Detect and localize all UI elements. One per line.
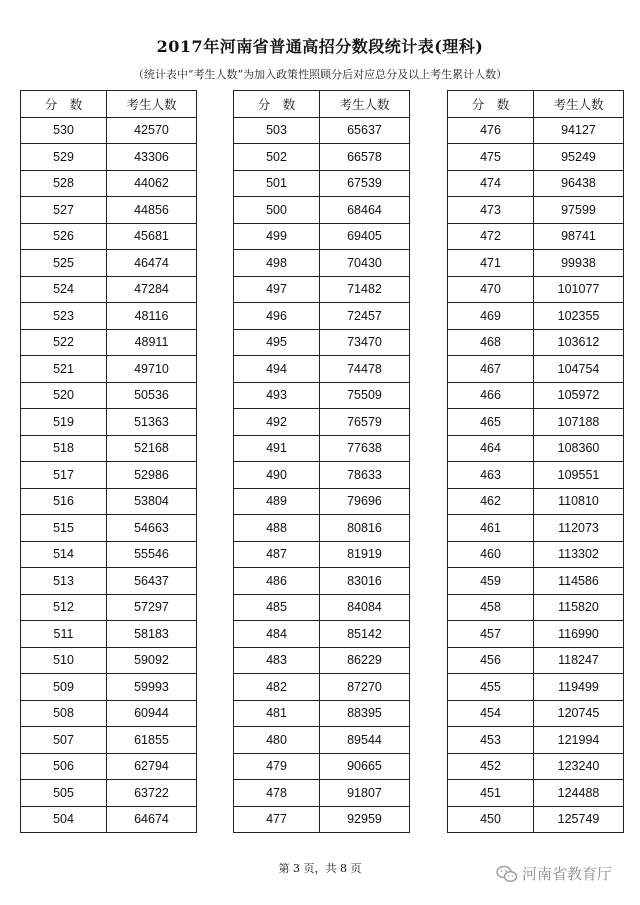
count-cell: 71482: [320, 276, 410, 303]
score-cell: 462: [448, 488, 534, 515]
header-score: 分 数: [448, 91, 534, 118]
score-cell: 453: [448, 727, 534, 754]
table-row: [234, 117, 410, 144]
table-row: [448, 170, 624, 197]
count-cell: 105972: [534, 382, 624, 409]
count-cell: 85142: [320, 621, 410, 648]
count-cell: 90665: [320, 753, 410, 780]
table-row: [21, 594, 197, 621]
count-cell: 47284: [107, 276, 197, 303]
table-row: [234, 435, 410, 462]
page-title: 2017年河南省普通高招分数段统计表(理科): [156, 37, 484, 56]
table-row: [21, 806, 197, 833]
table-row: [234, 276, 410, 303]
table-row: [234, 780, 410, 807]
count-cell: 57297: [107, 594, 197, 621]
count-cell: 80816: [320, 515, 410, 542]
count-cell: 87270: [320, 674, 410, 701]
table-row: [234, 197, 410, 224]
score-cell: 469: [448, 303, 534, 330]
score-cell: 510: [21, 647, 107, 674]
score-cell: 450: [448, 806, 534, 833]
count-cell: 118247: [534, 647, 624, 674]
table-row: [448, 409, 624, 436]
count-cell: 59993: [107, 674, 197, 701]
score-cell: 475: [448, 144, 534, 171]
count-cell: 46474: [107, 250, 197, 277]
score-cell: 495: [234, 329, 320, 356]
score-cell: 452: [448, 753, 534, 780]
table-row: [448, 780, 624, 807]
count-cell: 51363: [107, 409, 197, 436]
count-cell: 95249: [534, 144, 624, 171]
score-cell: 467: [448, 356, 534, 383]
score-cell: 490: [234, 462, 320, 489]
score-cell: 506: [21, 753, 107, 780]
count-cell: 73470: [320, 329, 410, 356]
count-cell: 43306: [107, 144, 197, 171]
score-cell: 479: [234, 753, 320, 780]
header-count: 考生人数: [107, 91, 197, 118]
score-cell: 522: [21, 329, 107, 356]
score-cell: 509: [21, 674, 107, 701]
table-row: [21, 435, 197, 462]
score-cell: 477: [234, 806, 320, 833]
count-cell: 72457: [320, 303, 410, 330]
table-row: [448, 462, 624, 489]
table-row: [448, 515, 624, 542]
table-row: [21, 753, 197, 780]
score-cell: 530: [21, 117, 107, 144]
count-cell: 108360: [534, 435, 624, 462]
page-subtitle: （统计表中“考生人数”为加入政策性照顾分后对应总分及以上考生累计人数）: [132, 68, 508, 81]
score-cell: 458: [448, 594, 534, 621]
score-cell: 526: [21, 223, 107, 250]
table-row: [21, 568, 197, 595]
count-cell: 74478: [320, 356, 410, 383]
score-cell: 505: [21, 780, 107, 807]
table-row: [234, 541, 410, 568]
count-cell: 75509: [320, 382, 410, 409]
score-cell: 512: [21, 594, 107, 621]
table-header-row: [234, 91, 410, 118]
score-cell: 486: [234, 568, 320, 595]
table-row: [21, 276, 197, 303]
score-cell: 463: [448, 462, 534, 489]
count-cell: 103612: [534, 329, 624, 356]
count-cell: 62794: [107, 753, 197, 780]
count-cell: 99938: [534, 250, 624, 277]
count-cell: 60944: [107, 700, 197, 727]
count-cell: 50536: [107, 382, 197, 409]
table-row: [448, 435, 624, 462]
score-cell: 519: [21, 409, 107, 436]
count-cell: 96438: [534, 170, 624, 197]
table-row: [448, 329, 624, 356]
score-cell: 515: [21, 515, 107, 542]
table-row: [234, 144, 410, 171]
count-cell: 114586: [534, 568, 624, 595]
score-cell: 517: [21, 462, 107, 489]
score-cell: 476: [448, 117, 534, 144]
table-row: [234, 727, 410, 754]
table-row: [234, 488, 410, 515]
score-cell: 472: [448, 223, 534, 250]
table-row: [21, 197, 197, 224]
count-cell: 116990: [534, 621, 624, 648]
table-row: [448, 303, 624, 330]
count-cell: 59092: [107, 647, 197, 674]
score-cell: 454: [448, 700, 534, 727]
count-cell: 54663: [107, 515, 197, 542]
table-row: [448, 117, 624, 144]
score-cell: 456: [448, 647, 534, 674]
score-cell: 465: [448, 409, 534, 436]
table-row: [21, 488, 197, 515]
table-row: [234, 250, 410, 277]
table-row: [21, 674, 197, 701]
score-cell: 461: [448, 515, 534, 542]
watermark: [496, 863, 612, 884]
table-row: [448, 753, 624, 780]
score-cell: 527: [21, 197, 107, 224]
score-cell: 460: [448, 541, 534, 568]
count-cell: 64674: [107, 806, 197, 833]
score-table-2: [233, 90, 410, 833]
table-row: [448, 250, 624, 277]
score-cell: 455: [448, 674, 534, 701]
count-cell: 98741: [534, 223, 624, 250]
score-cell: 523: [21, 303, 107, 330]
score-cell: 508: [21, 700, 107, 727]
count-cell: 123240: [534, 753, 624, 780]
table-row: [234, 409, 410, 436]
score-cell: 482: [234, 674, 320, 701]
count-cell: 49710: [107, 356, 197, 383]
table-row: [234, 700, 410, 727]
score-cell: 471: [448, 250, 534, 277]
table-row: [448, 806, 624, 833]
table-row: [234, 568, 410, 595]
count-cell: 68464: [320, 197, 410, 224]
table-row: [448, 197, 624, 224]
table-row: [448, 541, 624, 568]
table-row: [21, 621, 197, 648]
count-cell: 56437: [107, 568, 197, 595]
table-row: [448, 594, 624, 621]
header-score: 分 数: [234, 91, 320, 118]
score-cell: 511: [21, 621, 107, 648]
count-cell: 84084: [320, 594, 410, 621]
page-number: 第 3 页，共 8 页: [278, 862, 362, 875]
score-cell: 497: [234, 276, 320, 303]
table-row: [21, 780, 197, 807]
count-cell: 44062: [107, 170, 197, 197]
count-cell: 102355: [534, 303, 624, 330]
score-cell: 529: [21, 144, 107, 171]
score-cell: 513: [21, 568, 107, 595]
table-row: [234, 621, 410, 648]
score-cell: 492: [234, 409, 320, 436]
count-cell: 104754: [534, 356, 624, 383]
table-row: [21, 727, 197, 754]
watermark-text: 河南省教育厅: [522, 865, 613, 883]
score-cell: 500: [234, 197, 320, 224]
table-row: [234, 647, 410, 674]
count-cell: 88395: [320, 700, 410, 727]
count-cell: 125749: [534, 806, 624, 833]
table-row: [448, 223, 624, 250]
count-cell: 107188: [534, 409, 624, 436]
score-cell: 521: [21, 356, 107, 383]
table-row: [21, 223, 197, 250]
table-row: [234, 329, 410, 356]
score-cell: 514: [21, 541, 107, 568]
score-cell: 518: [21, 435, 107, 462]
table-row: [234, 674, 410, 701]
count-cell: 66578: [320, 144, 410, 171]
table-row: [21, 515, 197, 542]
table-row: [21, 144, 197, 171]
count-cell: 61855: [107, 727, 197, 754]
count-cell: 44856: [107, 197, 197, 224]
header-count: 考生人数: [320, 91, 410, 118]
table-header-row: [21, 91, 197, 118]
table-row: [21, 170, 197, 197]
count-cell: 52986: [107, 462, 197, 489]
score-cell: 466: [448, 382, 534, 409]
header-count: 考生人数: [534, 91, 624, 118]
table-row: [234, 753, 410, 780]
score-cell: 491: [234, 435, 320, 462]
score-cell: 524: [21, 276, 107, 303]
score-cell: 503: [234, 117, 320, 144]
table-row: [448, 144, 624, 171]
score-cell: 504: [21, 806, 107, 833]
count-cell: 55546: [107, 541, 197, 568]
score-cell: 498: [234, 250, 320, 277]
score-cell: 487: [234, 541, 320, 568]
table-row: [448, 621, 624, 648]
table-row: [21, 647, 197, 674]
score-cell: 474: [448, 170, 534, 197]
score-table-1: [20, 90, 197, 833]
table-row: [448, 356, 624, 383]
count-cell: 45681: [107, 223, 197, 250]
table-row: [234, 356, 410, 383]
count-cell: 70430: [320, 250, 410, 277]
table-row: [234, 170, 410, 197]
count-cell: 77638: [320, 435, 410, 462]
count-cell: 48116: [107, 303, 197, 330]
count-cell: 79696: [320, 488, 410, 515]
table-row: [21, 303, 197, 330]
count-cell: 89544: [320, 727, 410, 754]
score-cell: 488: [234, 515, 320, 542]
count-cell: 91807: [320, 780, 410, 807]
score-cell: 481: [234, 700, 320, 727]
score-cell: 528: [21, 170, 107, 197]
table-row: [448, 276, 624, 303]
score-table-3: [447, 90, 624, 833]
table-row: [448, 647, 624, 674]
count-cell: 78633: [320, 462, 410, 489]
score-cell: 459: [448, 568, 534, 595]
table-row: [21, 409, 197, 436]
table-row: [448, 674, 624, 701]
table-row: [234, 594, 410, 621]
count-cell: 48911: [107, 329, 197, 356]
count-cell: 113302: [534, 541, 624, 568]
count-cell: 81919: [320, 541, 410, 568]
score-cell: 457: [448, 621, 534, 648]
score-cell: 483: [234, 647, 320, 674]
score-cell: 520: [21, 382, 107, 409]
table-row: [21, 382, 197, 409]
score-cell: 485: [234, 594, 320, 621]
count-cell: 52168: [107, 435, 197, 462]
table-row: [21, 462, 197, 489]
score-cell: 507: [21, 727, 107, 754]
table-row: [21, 356, 197, 383]
count-cell: 92959: [320, 806, 410, 833]
table-row: [448, 700, 624, 727]
score-cell: 494: [234, 356, 320, 383]
count-cell: 115820: [534, 594, 624, 621]
count-cell: 110810: [534, 488, 624, 515]
count-cell: 42570: [107, 117, 197, 144]
count-cell: 121994: [534, 727, 624, 754]
table-row: [448, 488, 624, 515]
score-cell: 451: [448, 780, 534, 807]
count-cell: 58183: [107, 621, 197, 648]
table-row: [234, 515, 410, 542]
score-cell: 499: [234, 223, 320, 250]
count-cell: 109551: [534, 462, 624, 489]
score-cell: 489: [234, 488, 320, 515]
table-header-row: [448, 91, 624, 118]
count-cell: 112073: [534, 515, 624, 542]
score-cell: 470: [448, 276, 534, 303]
count-cell: 101077: [534, 276, 624, 303]
score-cell: 493: [234, 382, 320, 409]
count-cell: 65637: [320, 117, 410, 144]
score-cell: 516: [21, 488, 107, 515]
score-cell: 464: [448, 435, 534, 462]
table-row: [234, 806, 410, 833]
table-row: [234, 303, 410, 330]
count-cell: 69405: [320, 223, 410, 250]
count-cell: 120745: [534, 700, 624, 727]
score-cell: 473: [448, 197, 534, 224]
score-cell: 480: [234, 727, 320, 754]
table-row: [448, 382, 624, 409]
count-cell: 119499: [534, 674, 624, 701]
count-cell: 83016: [320, 568, 410, 595]
table-row: [21, 700, 197, 727]
count-cell: 53804: [107, 488, 197, 515]
count-cell: 124488: [534, 780, 624, 807]
score-cell: 468: [448, 329, 534, 356]
table-row: [448, 727, 624, 754]
count-cell: 97599: [534, 197, 624, 224]
count-cell: 76579: [320, 409, 410, 436]
header-score: 分 数: [21, 91, 107, 118]
score-cell: 525: [21, 250, 107, 277]
table-row: [448, 568, 624, 595]
table-row: [21, 329, 197, 356]
table-row: [234, 462, 410, 489]
table-row: [21, 541, 197, 568]
score-cell: 484: [234, 621, 320, 648]
table-row: [234, 382, 410, 409]
count-cell: 86229: [320, 647, 410, 674]
wechat-icon: [496, 865, 518, 883]
score-cell: 502: [234, 144, 320, 171]
table-row: [21, 117, 197, 144]
score-cell: 501: [234, 170, 320, 197]
score-cell: 496: [234, 303, 320, 330]
count-cell: 94127: [534, 117, 624, 144]
table-row: [234, 223, 410, 250]
count-cell: 63722: [107, 780, 197, 807]
count-cell: 67539: [320, 170, 410, 197]
table-row: [21, 250, 197, 277]
score-cell: 478: [234, 780, 320, 807]
